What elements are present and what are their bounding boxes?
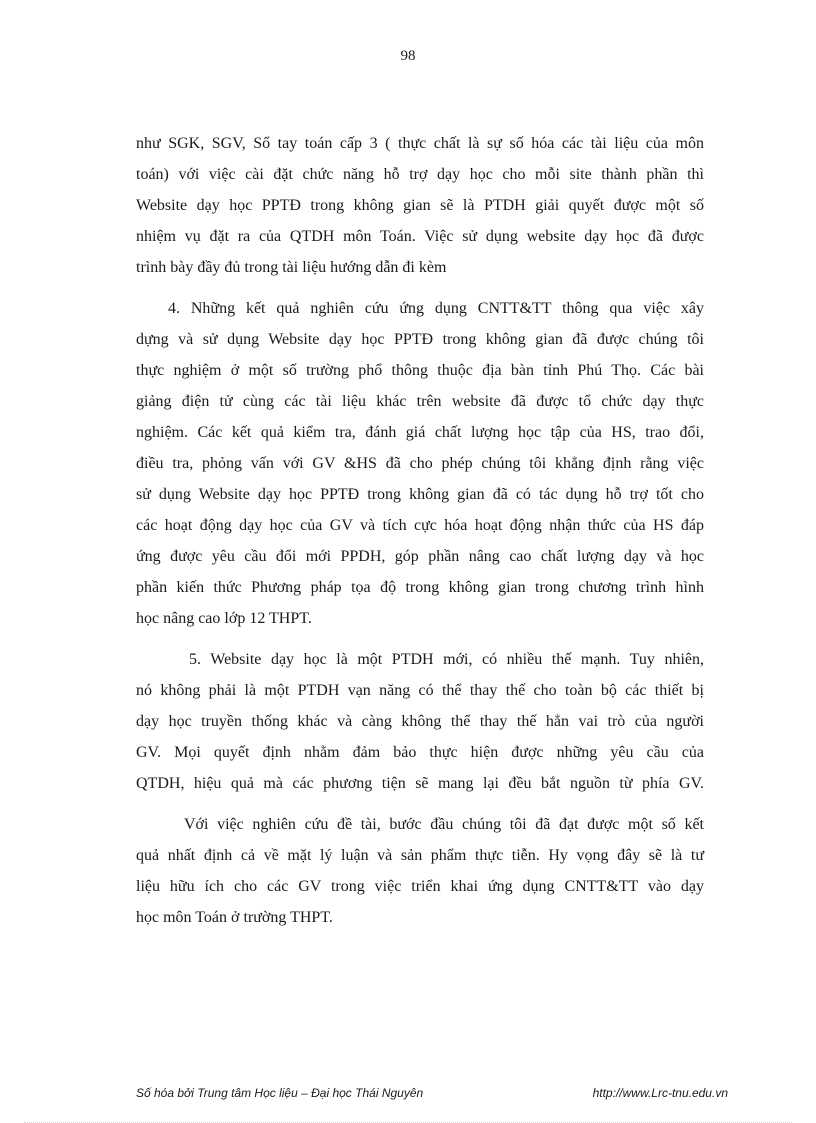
text-line: điều tra, phỏng vấn với GV &HS đã cho phép chúng tôi khẳng định rằng việc xyxy=(136,455,704,472)
text-line: QTDH, hiệu quả mà các phương tiện sẽ mang lại đều bắt nguồn từ phía GV. xyxy=(136,775,704,792)
text-line: toán) với việc cài đặt chức năng hỗ trợ dạy học cho mỗi site thành phần thì xyxy=(136,166,704,183)
text-line: dạy học truyền thống khác và càng không thể thay thế hẳn vai trò của người xyxy=(136,713,704,730)
text-line: Website dạy học PPTĐ trong không gian sẽ là PTDH giải quyết được một số xyxy=(136,197,704,214)
page-number: 98 xyxy=(400,48,416,64)
page-footer xyxy=(136,1086,728,1100)
footer-url[interactable]: http://www.Lrc-tnu.edu.vn xyxy=(592,1086,728,1100)
text-line: nghiệm. Các kết quả kiểm tra, đánh giá chất lượng học tập của HS, trao đổi, xyxy=(136,424,704,441)
text-line: GV. Mọi quyết định nhằm đảm bảo thực hiện được những yêu cầu của xyxy=(136,744,704,761)
text-line: liệu hữu ích cho các GV trong việc triển khai ứng dụng CNTT&TT vào dạy xyxy=(136,878,704,895)
paragraph-conclusion xyxy=(136,809,704,933)
text-line: 4. Những kết quả nghiên cứu ứng dụng CNTT&TT thông qua việc xây xyxy=(168,300,704,317)
paragraph-point-4 xyxy=(136,293,704,634)
footer-source-text: Số hóa bởi Trung tâm Học liệu – Đại học Thái Nguyên xyxy=(136,1086,424,1100)
text-line: nó không phải là một PTDH vạn năng có thể thay thế cho toàn bộ các thiết bị xyxy=(136,682,704,699)
text-line: dựng và sử dụng Website dạy học PPTĐ trong không gian đã được chúng tôi xyxy=(136,331,704,348)
text-line: như SGK, SGV, Sổ tay toán cấp 3 ( thực chất là sự số hóa các tài liệu của môn xyxy=(136,135,704,152)
paragraph-point-5 xyxy=(136,644,704,799)
text-line: 5. Website dạy học là một PTDH mới, có nhiều thế mạnh. Tuy nhiên, xyxy=(189,651,704,668)
text-line: quả nhất định cả về mặt lý luận và sản phẩm thực tiễn. Hy vọng đây sẽ là tư xyxy=(136,847,704,864)
text-line: thực nghiệm ở một số trường phổ thông thuộc địa bàn tỉnh Phú Thọ. Các bài xyxy=(136,362,704,379)
text-line: giảng điện tử cùng các tài liệu khác trên website đã được tổ chức dạy thực xyxy=(136,393,704,410)
text-line: phần kiến thức Phương pháp tọa độ trong không gian trong chương trình hình xyxy=(136,579,704,596)
text-line: ứng được yêu cầu đổi mới PPDH, góp phần nâng cao chất lượng dạy và học xyxy=(136,548,704,565)
text-line: học môn Toán ở trường THPT. xyxy=(136,909,333,926)
paragraph-continuation xyxy=(136,128,704,283)
text-line: Với việc nghiên cứu đề tài, bước đầu chúng tôi đã đạt được một số kết xyxy=(184,816,704,833)
text-line: trình bày đầy đủ trong tài liệu hướng dẫn đi kèm xyxy=(136,259,447,276)
text-line: các hoạt động dạy học của GV và tích cực hóa hoạt động nhận thức của HS đáp xyxy=(136,517,704,534)
text-line: nhiệm vụ đặt ra của QTDH môn Toán. Việc sử dụng website dạy học đã được xyxy=(136,228,704,245)
document-body xyxy=(136,128,704,943)
text-line: sử dụng Website dạy học PPTĐ trong không gian đã có tác dụng hỗ trợ tốt cho xyxy=(136,486,704,503)
text-line: học nâng cao lớp 12 THPT. xyxy=(136,610,312,627)
